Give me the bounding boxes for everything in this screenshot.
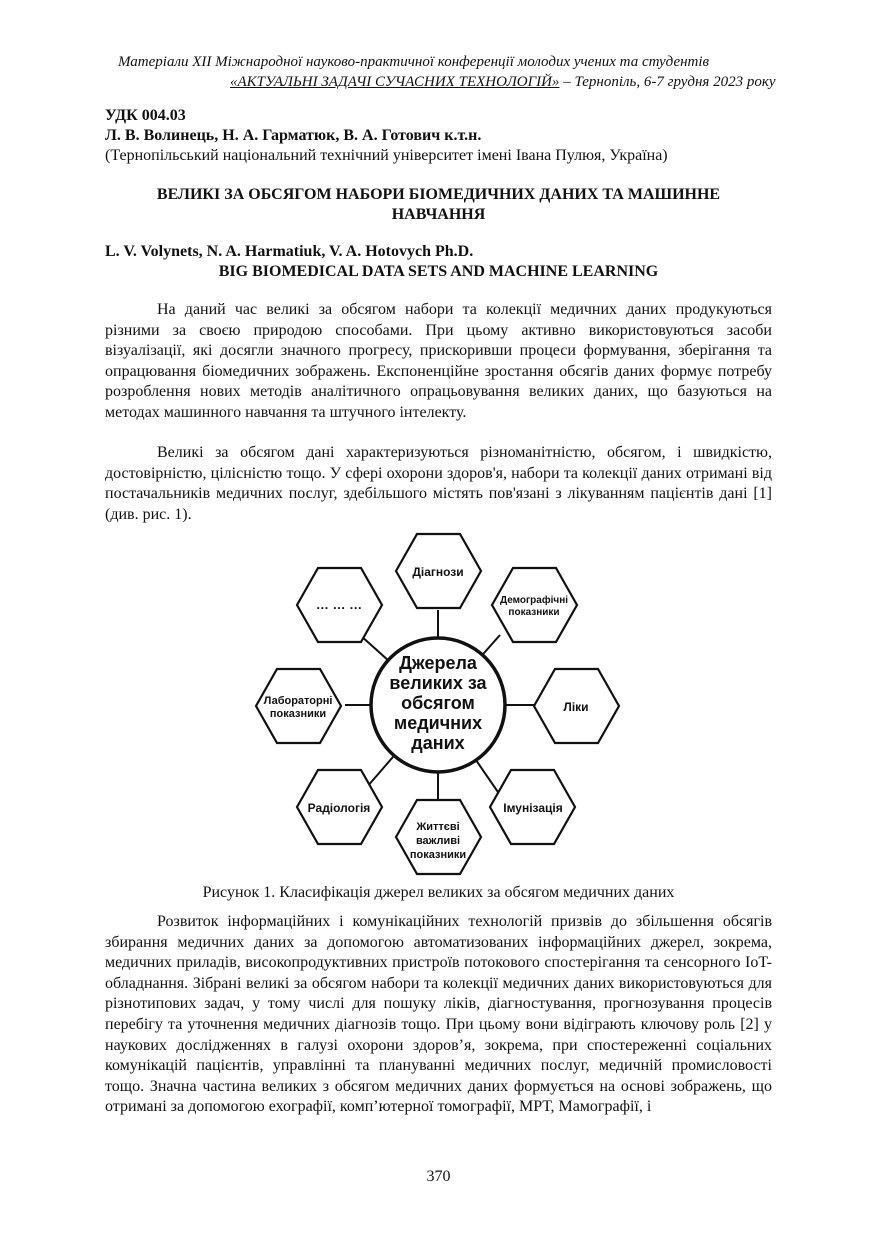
node-label-medicines: Ліки (563, 700, 589, 714)
title-ua-line1: ВЕЛИКІ ЗА ОБСЯГОМ НАБОРИ БІОМЕДИЧНИХ ДАНИХ ТА МАШИННЕ (156, 186, 721, 203)
node-label-diagnoses: Діагнози (412, 565, 464, 579)
node-label-radiology: Радіологія (307, 801, 371, 815)
center-label-line: медичних (393, 713, 483, 733)
center-label-line: Джерела (399, 653, 477, 673)
node-label-demographics: Демографічні (499, 595, 569, 606)
authors-en: L. V. Volynets, N. A. Harmatiuk, V. A. Hotovych Ph.D. (105, 243, 474, 260)
node-label-vital-signs: важливі (415, 835, 461, 847)
conference-header-line2 (230, 72, 877, 92)
affiliation: (Тернопільський національний технічний університет імені Івана Пулюя, Україна) (105, 147, 668, 164)
node-label-demographics: показники (508, 607, 560, 618)
paragraph-1: На даний час великі за обсягом набори та колекції медичних даних продукуються різними за своєю природою способами. При цьому активно використовуються засоби візуалізації, які досягли значного прогресу, прискоривши процеси формування, зберігання та опрацювання біомедичних зображень. Експоненційне зростання обсягів даних формує потребу розроблення нових методів аналітичного опрацьовування великих даних, що базуються на методах машинного навчання та штучного інтелекту. (105, 301, 772, 421)
center-label-line: великих за (389, 673, 487, 693)
conference-place-date: – Тернопіль, 6-7 грудня 2023 року (559, 74, 776, 90)
title-en: BIG BIOMEDICAL DATA SETS AND MACHINE LEARNING (218, 263, 659, 280)
paragraph-2: Великі за обсягом дані характеризуються різноманітністю, обсягом, і швидкістю, достовірністю, цілісністю тощо. У сфері охорони здоров'я, набори та колекції даних отримані від постачальників медичних послуг, здебільшого містять пов'язані з лікуванням пацієнтів дані [1] (див. рис. 1). (105, 444, 772, 523)
node-label-lab: показники (269, 708, 327, 720)
node-label-vital-signs: Життєві (416, 821, 460, 833)
node-label-other: … … … (315, 597, 363, 612)
figure-caption: Рисунок 1. Класифікація джерел великих за обсягом медичних даних (202, 884, 675, 901)
paragraph-3: Розвиток інформаційних і комунікаційних технологій призвів до збільшення обсягів збирання медичних даних за допомогою автоматизованих інформаційних джерел, зокрема, медичних приладів, високопродуктивних пристроїв потокового спостерігання та сенсорного IoT-обладнання. Зібрані великі за обсягом набори та колекції медичних даних використовуються для різнотипових задач, у тому числі для пошуку ліків, діагностування, прогнозування процесів перебігу та уточнення медичних діагнозів тощо. При цьому вони відіграють ключову роль [2] у наукових дослідженнях в галузі охорони здоров’я, зокрема, при спостереженні соціальних комунікацій пацієнтів, управлінні та плануванні медичних послуг, медичній промисловості тощо. Значна частина великих з обсягом медичних даних формується на основі зображень, що отримані за допомогою ехографії, комп’ютерної томографії, МРТ, Мамографії, і (105, 913, 772, 1116)
center-label-line: обсягом (401, 693, 475, 713)
page-number: 370 (426, 1168, 451, 1185)
node-label-vital-signs: показники (409, 849, 467, 861)
node-label-lab: Лабораторні (263, 695, 333, 707)
authors-ua: Л. В. Волинець, Н. А. Гарматюк, В. А. Готович к.т.н. (105, 127, 482, 144)
title-ua-line2: НАВЧАННЯ (391, 206, 486, 223)
node-label-immunization: Імунізація (503, 801, 563, 815)
figure-diagram (250, 525, 630, 880)
udk-code: УДК 004.03 (105, 107, 186, 124)
conference-name: «АКТУАЛЬНІ ЗАДАЧІ СУЧАСНИХ ТЕХНОЛОГІЙ» (230, 74, 560, 90)
conference-header-line1: Матеріали ХІІ Міжнародної науково-практичної конференції молодих учених та студентів (118, 54, 710, 70)
center-label-line: даних (411, 733, 465, 753)
